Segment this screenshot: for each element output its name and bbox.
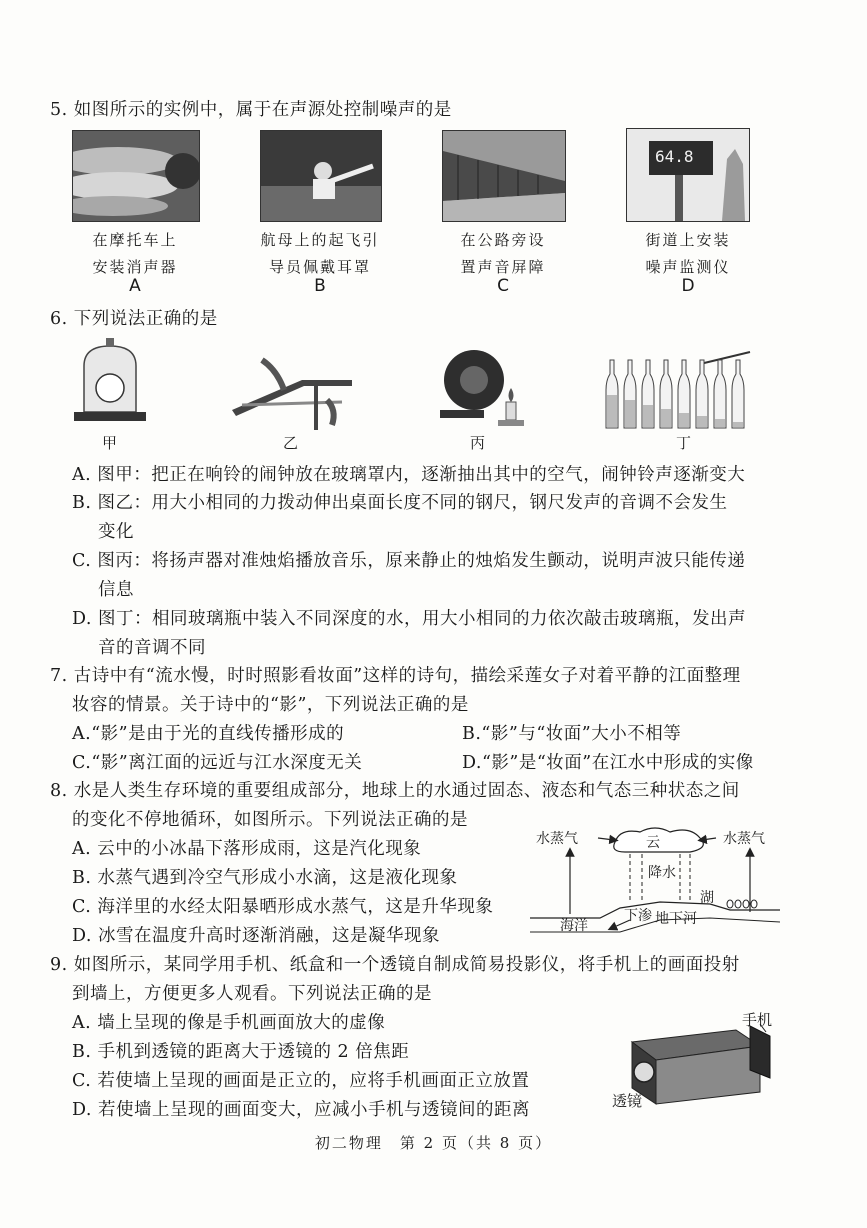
q5-option-d-caption-2: 噪声监测仪: [645, 258, 731, 276]
q5-option-c-caption-2: 置声音屏障: [460, 258, 546, 276]
q6-option-d-line-2: 音的音调不同: [98, 638, 206, 658]
q8-option-c: C. 海洋里的水经太阳暴晒形成水蒸气，这是升华现象: [72, 897, 494, 917]
figure-label-yi: 乙: [283, 434, 299, 452]
diagram-label-cloud: 云: [646, 835, 660, 851]
diagram-label-vapor-right: 水蒸气: [723, 831, 765, 847]
diagram-label-lake: 湖: [700, 890, 714, 906]
q9-option-b: B. 手机到透镜的距离大于透镜的 2 倍焦距: [72, 1042, 410, 1062]
q5-option-a-letter: A: [129, 276, 141, 296]
diagram-label-rain: 降水: [648, 865, 676, 881]
monitor-reading: 64.8: [655, 147, 694, 166]
diagram-label-vapor-left: 水蒸气: [536, 831, 578, 847]
q7-option-a: A.“影”是由于光的直线传播形成的: [72, 724, 345, 744]
q5-option-a-caption-2: 安装消声器: [92, 258, 178, 276]
noise-monitor-photo: [626, 128, 750, 222]
q6-option-c-line-2: 信息: [98, 580, 134, 600]
q7-stem-line-1: 7. 古诗中有“流水慢，时时照影看妆面”这样的诗句，描绘采莲女子对着平静的江面整理: [50, 666, 741, 686]
bell-jar-figure: [70, 336, 150, 428]
q9-option-c: C. 若使墙上呈现的画面是正立的，应将手机画面正立放置: [72, 1071, 530, 1091]
diagram-label-river: 地下河: [655, 911, 697, 927]
q6-option-c-line-1: C. 图丙：将扬声器对准烛焰播放音乐，原来静止的烛焰发生颤动，说明声波只能传递: [72, 551, 746, 571]
q5-option-c-letter: C: [497, 276, 509, 296]
q5-option-b-caption-1: 航母上的起飞引: [260, 231, 380, 249]
q8-option-a: A. 云中的小冰晶下落形成雨，这是汽化现象: [72, 839, 422, 859]
q6-option-b-line-1: B. 图乙：用大小相同的力拨动伸出桌面长度不同的钢尺，钢尺发声的音调不会发生: [72, 493, 728, 513]
q5-option-b-caption-2: 导员佩戴耳罩: [268, 258, 371, 276]
deck-crew-photo: [260, 130, 382, 222]
q5-option-b-letter: B: [314, 276, 326, 296]
figure-label-ding: 丁: [676, 434, 692, 452]
bottles-figure: [600, 350, 760, 430]
q5-option-d-caption-1: 街道上安装: [645, 231, 731, 249]
q5-option-a-caption-1: 在摩托车上: [92, 231, 178, 249]
q8-stem-line-1: 8. 水是人类生存环境的重要组成部分，地球上的水通过固态、液态和气态三种状态之间: [50, 781, 740, 801]
q9-option-a: A. 墙上呈现的像是手机画面放大的虚像: [72, 1013, 386, 1033]
figure-label-jia: 甲: [102, 434, 118, 452]
projector-label-phone: 手机: [742, 1011, 773, 1029]
q9-stem-line-2: 到墙上，方便更多人观看。下列说法正确的是: [72, 984, 432, 1004]
q6-option-a: A. 图甲：把正在响铃的闹钟放在玻璃罩内，逐渐抽出其中的空气，闹钟铃声逐渐变大: [72, 465, 746, 485]
q5-stem: 5. 如图所示的实例中，属于在声源处控制噪声的是: [50, 100, 452, 120]
q9-stem-line-1: 9. 如图所示，某同学用手机、纸盒和一个透镜自制成简易投影仪，将手机上的画面投射: [50, 955, 740, 975]
q9-option-d: D. 若使墙上呈现的画面变大，应减小手机与透镜间的距离: [72, 1100, 531, 1120]
page-footer: 初二物理 第 2 页（共 8 页）: [314, 1134, 553, 1152]
q7-option-c: C.“影”离江面的远近与江水深度无关: [72, 753, 363, 773]
figure-label-bing: 丙: [470, 434, 486, 452]
q8-option-b: B. 水蒸气遇到冷空气形成小水滴，这是液化现象: [72, 868, 458, 888]
q6-option-d-line-1: D. 图丁：相同玻璃瓶中装入不同深度的水，用大小相同的力依次敲击玻璃瓶，发出声: [72, 609, 747, 629]
q5-option-d-letter: D: [681, 276, 695, 296]
diagram-label-seep: 下渗: [624, 908, 652, 924]
q8-stem-line-2: 的变化不停地循环，如图所示。下列说法正确的是: [72, 810, 468, 830]
speaker-candle-figure: [436, 340, 536, 430]
sound-barrier-photo: [442, 130, 566, 222]
q7-stem-line-2: 妆容的情景。关于诗中的“影”，下列说法正确的是: [72, 695, 469, 715]
q6-option-b-line-2: 变化: [98, 522, 134, 542]
projector-label-lens: 透镜: [612, 1092, 643, 1110]
q5-option-c-caption-1: 在公路旁设: [460, 231, 546, 249]
q7-option-b: B.“影”与“妆面”大小不相等: [462, 724, 682, 744]
motorcycle-muffler-photo: [72, 130, 200, 222]
diagram-label-ocean: 海洋: [560, 918, 588, 934]
q6-stem: 6. 下列说法正确的是: [50, 309, 218, 329]
steel-ruler-figure: [232, 350, 352, 430]
q8-option-d: D. 冰雪在温度升高时逐渐消融，这是凝华现象: [72, 926, 441, 946]
q7-option-d: D.“影”是“妆面”在江水中形成的实像: [462, 753, 754, 773]
